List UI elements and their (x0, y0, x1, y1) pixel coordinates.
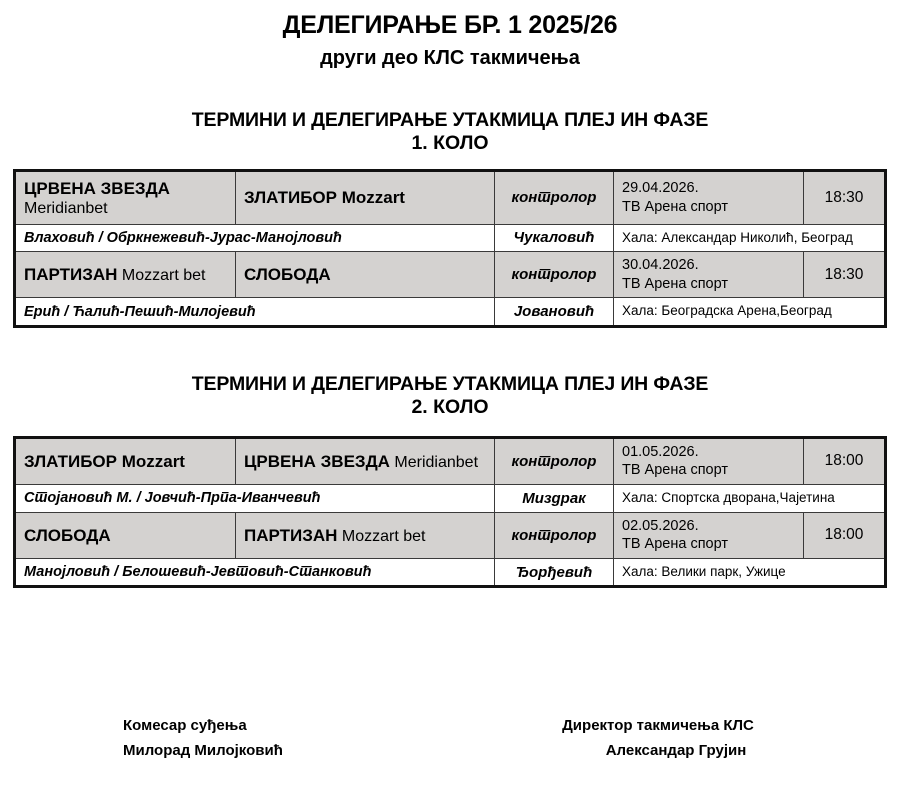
match-time: 18:30 (804, 251, 886, 298)
match-time: 18:00 (804, 512, 886, 559)
venue-name: Хала: Велики парк, Ужице (614, 559, 886, 587)
schedule-table-round-1 (13, 169, 887, 328)
schedule-table-1-container (0, 169, 900, 328)
table-row (15, 251, 886, 298)
match-date: 29.04.2026. (622, 179, 699, 196)
section-2-heading-line1: ТЕРМИНИ И ДЕЛЕГИРАЊЕ УТАКМИЦА ПЛЕЈ ИН ФАЗЕ (191, 372, 709, 395)
home-team-name: ПАРТИЗАН (24, 264, 118, 284)
match-time: 18:00 (804, 437, 886, 485)
match-date-cell (614, 170, 804, 224)
document-subtitle: други део КЛС такмичења (320, 46, 580, 69)
match-tv-channel: ТВ Арена спорт (622, 462, 729, 479)
signature-left-name: Милорад Милојковић (123, 741, 283, 759)
signature-block-left (13, 714, 443, 764)
referees-list: Ерић / Ћалић-Пешић-Милојевић (15, 298, 495, 326)
home-team-sponsor: Meridianbet (24, 199, 108, 217)
table-row (15, 298, 886, 326)
away-team-name: СЛОБОДА (244, 264, 331, 284)
signature-right-name: Александар Грујин (605, 741, 747, 759)
referees-list: Манојловић / Белошевић-Јевтовић-Станковић (15, 559, 495, 587)
signature-block-right (443, 714, 873, 764)
away-team-name: ЗЛАТИБОР Mozzart (244, 187, 405, 207)
controller-name: Миздрак (495, 485, 614, 512)
controller-role-label: контролор (495, 437, 614, 485)
away-team-sponsor: Mozzart bet (341, 527, 426, 545)
section-2-round-label: 2. КОЛО (411, 395, 489, 418)
table-row (15, 559, 886, 587)
away-team-name: ПАРТИЗАН (244, 525, 338, 545)
home-team-name: СЛОБОДА (24, 525, 111, 545)
referees-list: Влаховић / Обркнежевић-Јурас-Манојловић (15, 224, 495, 251)
home-team-sponsor: Mozzart bet (121, 266, 206, 284)
match-date-cell (614, 437, 804, 485)
home-team-cell (15, 437, 236, 485)
match-date: 30.04.2026. (622, 256, 699, 273)
match-date: 01.05.2026. (622, 443, 699, 460)
away-team-cell (236, 437, 495, 485)
section-1-heading-line1: ТЕРМИНИ И ДЕЛЕГИРАЊЕ УТАКМИЦА ПЛЕЈ ИН ФАЗЕ (191, 108, 709, 131)
match-tv-channel: ТВ Арена спорт (622, 536, 729, 553)
controller-name: Јовановић (495, 298, 614, 326)
signature-right-title: Директор такмичења КЛС (562, 717, 754, 734)
table-row (15, 224, 886, 251)
controller-name: Ђорђевић (495, 559, 614, 587)
match-time: 18:30 (804, 170, 886, 224)
controller-role-label: контролор (495, 512, 614, 559)
away-team-cell (236, 512, 495, 559)
referees-list: Стојановић М. / Јовчић-Прпа-Иванчевић (15, 485, 495, 512)
home-team-name: ЦРВЕНА ЗВЕЗДА (24, 178, 170, 198)
signature-area (0, 714, 900, 764)
table-row (15, 170, 886, 224)
away-team-sponsor: Meridianbet (394, 453, 479, 471)
section-1-round-label: 1. КОЛО (411, 131, 489, 154)
home-team-cell (15, 251, 236, 298)
away-team-cell (236, 251, 495, 298)
venue-name: Хала: Спортска дворана,Чајетина (614, 485, 886, 512)
match-date: 02.05.2026. (622, 517, 699, 534)
venue-name: Хала: Београдска Арена,Београд (614, 298, 886, 326)
home-team-name: ЗЛАТИБОР Mozzart (24, 451, 185, 471)
document-title: ДЕЛЕГИРАЊЕ БР. 1 2025/26 (282, 11, 618, 39)
match-tv-channel: ТВ Арена спорт (622, 198, 729, 215)
home-team-cell (15, 512, 236, 559)
home-team-cell (15, 170, 236, 224)
schedule-table-round-2 (13, 436, 887, 589)
schedule-table-2-container (0, 436, 900, 589)
controller-role-label: контролор (495, 170, 614, 224)
away-team-cell (236, 170, 495, 224)
table-row (15, 437, 886, 485)
table-row (15, 485, 886, 512)
match-date-cell (614, 251, 804, 298)
match-tv-channel: ТВ Арена спорт (622, 275, 729, 292)
away-team-name: ЦРВЕНА ЗВЕЗДА (244, 451, 390, 471)
controller-name: Чукаловић (495, 224, 614, 251)
match-date-cell (614, 512, 804, 559)
section-2-heading (0, 373, 900, 419)
section-1-heading (0, 109, 900, 155)
table-row (15, 512, 886, 559)
controller-role-label: контролор (495, 251, 614, 298)
venue-name: Хала: Александар Николић, Београд (614, 224, 886, 251)
signature-left-title: Комесар суђења (123, 717, 247, 734)
